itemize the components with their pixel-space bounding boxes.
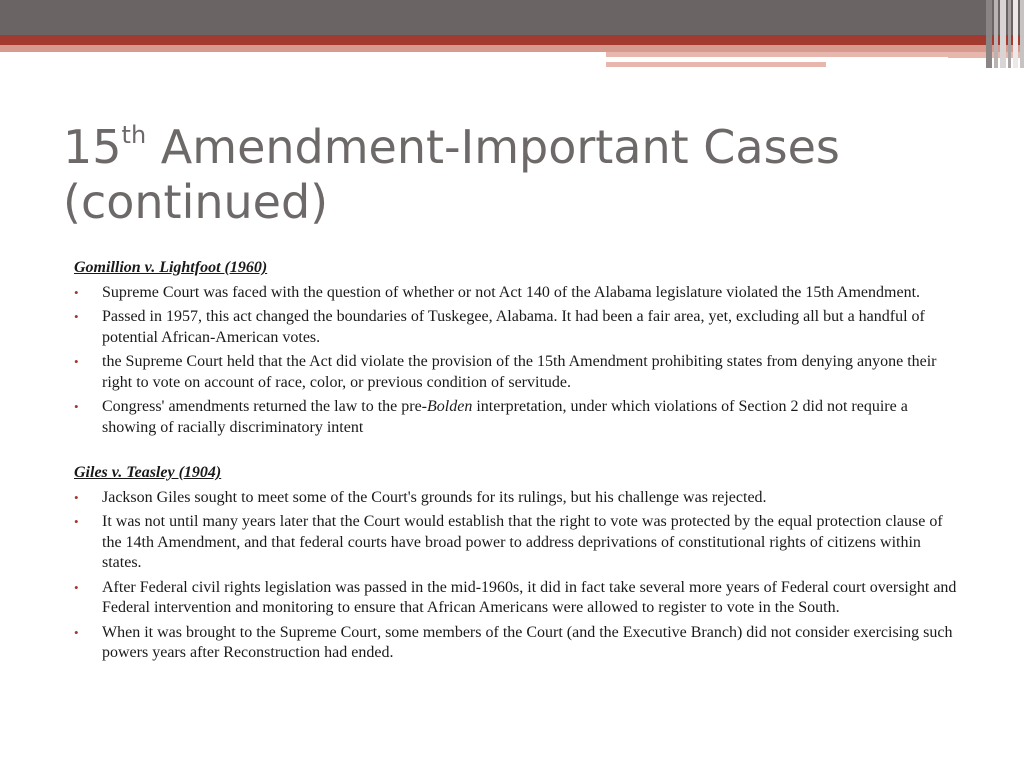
slide-body [74,258,960,668]
bullet-icon: • [74,514,79,529]
header-band-pink-accent-short [606,62,826,67]
bullet-text: Supreme Court was faced with the question of whether or not Act 140 of the Alabama legislature violated the 15th Amendment. [102,283,921,301]
bullet-text-pre: Congress' amendments returned the law to the pre- [102,398,428,415]
bullet-text: Passed in 1957, this act changed the boundaries of Tuskegee, Alabama. It had been a fair area, yet, excluding all but a handful of potential African-American votes. [102,308,925,346]
list-item [74,623,960,664]
title-number: 15 [63,120,122,174]
list-item [74,397,960,438]
bullet-text: the Supreme Court held that the Act did violate the provision of the 15th Amendment prohibiting states from denying anyone their right to vote on account of race, color, or previous condition of servitude. [102,353,937,391]
case-heading-giles: Giles v. Teasley (1904) [74,464,222,481]
bullet-icon: • [74,624,79,640]
bullet-text: After Federal civil rights legislation was passed in the mid-1960s, it did in fact take several more years of Federal court oversight and Federal intervention and monitoring to ensure that African Americans were allowed to register to vote in the South. [102,578,957,616]
header-band-red [0,35,1024,45]
bullet-text-emphasis: Bolden [427,398,473,415]
header-stripes [986,0,1024,68]
bullet-icon: • [74,579,79,595]
list-item [74,488,960,509]
bullet-icon: • [74,309,79,324]
header-band-dark [0,0,1024,35]
title-text: Amendment-Important Cases (continued) [63,120,840,229]
header-band-pink [0,45,1024,52]
list-item [74,283,960,304]
list-item [74,578,960,619]
slide-title [63,120,963,230]
list-item [74,352,960,393]
bullet-list-giles [74,488,960,664]
case-heading-gomillion: Gomillion v. Lightfoot (1960) [74,259,268,276]
bullet-text: When it was brought to the Supreme Court, some members of the Court (and the Executive Branch) did not consider exercising such powers years after Reconstruction had ended. [102,623,953,661]
bullet-icon: • [74,399,79,414]
header-band-white-line [606,57,948,60]
list-item [74,512,960,574]
bullet-text: It was not until many years later that the Court would establish that the right to vote was protected by the equal protection clause of the 14th Amendment, and that federal courts have broad power to address deprivations of constitutional rights of citizens within states. [102,513,943,571]
list-item [74,307,960,348]
bullet-icon: • [74,354,79,369]
bullet-text: Jackson Giles sought to meet some of the Court's grounds for its rulings, but his challenge was rejected. [102,488,767,506]
title-superscript: th [121,120,147,149]
bullet-text-post: interpretation, under which violations of Section 2 did not require a showing of racially discriminatory intent [102,398,908,436]
bullet-list-gomillion [74,283,960,439]
bullet-icon: • [74,284,79,300]
bullet-icon: • [74,489,79,505]
